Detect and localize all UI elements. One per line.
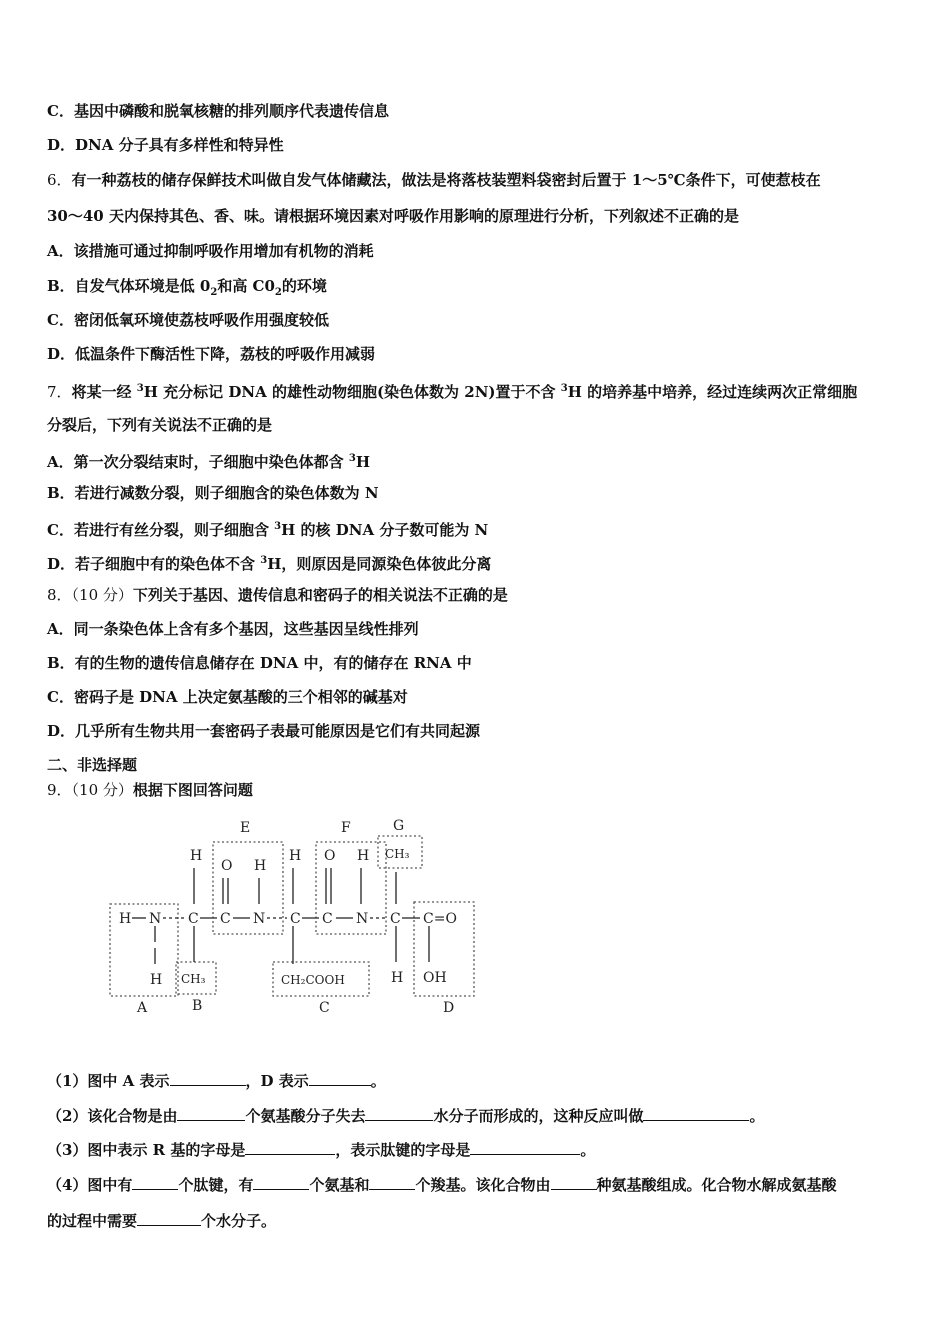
p1-c: 。 [370, 1072, 386, 1090]
q6b-sub2: 2 [274, 287, 282, 298]
q6-option-a: A．该措施可通过抑制呼吸作用增加有机物的消耗 [47, 242, 374, 260]
q7c-pre: C．若进行有丝分裂，则子细胞含 [47, 521, 275, 539]
atom-H-top1: H [190, 848, 203, 864]
q9-part4-line1 [47, 1175, 837, 1195]
blank-3[interactable] [177, 1106, 245, 1121]
q7-l1-pre: 将某一经 [71, 383, 137, 401]
p3-a: （3）图中表示 R 基的字母是 [47, 1141, 246, 1159]
q9-part2 [47, 1106, 765, 1126]
q6-stem-line1 [47, 170, 821, 190]
q6b-sub1: 2 [210, 287, 218, 298]
sup-3e: 3 [260, 555, 268, 566]
q5-option-d: D．DNA 分子具有多样性和特异性 [47, 136, 284, 154]
atom-H-top3: H [289, 848, 302, 864]
blank-12[interactable] [137, 1211, 201, 1226]
p4-e: 种氨基酸组成。化合物水解成氨基酸 [596, 1176, 837, 1194]
sup-3c: 3 [348, 453, 356, 464]
p4-b: 个肽键，有 [178, 1176, 254, 1194]
label-G: G [393, 818, 405, 834]
atom-CH2COOH: CH₂COOH [281, 973, 345, 987]
q6b-pre: B．自发气体环境是低 0 [47, 277, 211, 295]
blank-8[interactable] [132, 1175, 178, 1190]
q7-stem-line1 [47, 379, 857, 402]
sup-3b: 3 [560, 383, 568, 394]
q7-stem-line2: 分裂后，下列有关说法不正确的是 [47, 416, 273, 434]
p2-c: 水分子而形成的，这种反应叫做 [433, 1107, 644, 1125]
p4-l2b: 个水分子。 [201, 1212, 277, 1230]
blank-7[interactable] [470, 1140, 580, 1155]
q9-text: 根据下图回答问题 [132, 781, 253, 799]
q6-option-b [47, 276, 327, 303]
q7a-post: H [355, 453, 371, 471]
p3-c: 。 [580, 1141, 596, 1159]
blank-4[interactable] [365, 1106, 433, 1121]
label-E: E [240, 820, 251, 836]
q8-option-c: C．密码子是 DNA 上决定氨基酸的三个相邻的碱基对 [47, 688, 408, 706]
q9-number: 9．（10 分） [47, 781, 133, 799]
sup-3a: 3 [136, 383, 144, 394]
atom-O2: O [324, 848, 336, 864]
blank-6[interactable] [245, 1140, 335, 1155]
peptide-structure-diagram [40, 812, 540, 1034]
atom-OH: OH [423, 970, 447, 986]
blank-10[interactable] [369, 1175, 415, 1190]
q7-option-b: B．若进行减数分裂，则子细胞含的染色体数为 N [47, 484, 379, 502]
q8-option-b: B．有的生物的遗传信息储存在 DNA 中，有的储存在 RNA 中 [47, 654, 472, 672]
p4-c: 个氨基和 [309, 1176, 370, 1194]
label-A: A [137, 1000, 148, 1016]
q9-part3 [47, 1140, 595, 1160]
blank-9[interactable] [253, 1175, 309, 1190]
q7c-post: H 的核 DNA 分子数可能为 N [281, 521, 489, 539]
q6b-mid: 和高 C0 [217, 277, 275, 295]
q9-part1 [47, 1071, 386, 1091]
atom-H-top4: H [357, 848, 370, 864]
p1-a: （1）图中 A 表示 [47, 1072, 170, 1090]
label-F: F [341, 820, 351, 836]
q8-stem [47, 585, 508, 605]
q9-stem [47, 780, 253, 800]
atom-H-bottom1: H [150, 972, 163, 988]
q7d-pre: D．若子细胞中有的染色体不含 [47, 555, 261, 573]
label-D: D [443, 1000, 455, 1016]
q9-part4-line2 [47, 1211, 276, 1231]
atom-C2: C [220, 911, 231, 927]
atom-H-top2: H [254, 858, 267, 874]
q7-option-d [47, 551, 491, 574]
q6-stem-line2: 30～40 天内保持其色、香、味。请根据环境因素对呼吸作用影响的原理进行分析，下列叙述不正确的是 [47, 207, 739, 225]
atom-C4: C [322, 911, 333, 927]
atom-CH3-B: CH₃ [181, 972, 206, 986]
atom-CO: C=O [423, 911, 457, 927]
section-2-heading: 二、非选择题 [47, 756, 138, 774]
p2-a: （2）该化合物是由 [47, 1107, 178, 1125]
blank-11[interactable] [551, 1175, 597, 1190]
p1-b: ，D 表示 [245, 1072, 309, 1090]
q7-number: 7． [47, 383, 72, 401]
atom-C5: C [390, 911, 401, 927]
atom-O1: O [221, 858, 233, 874]
q8-number: 8．（10 分） [47, 586, 133, 604]
q7-l1-mid: H 充分标记 DNA 的雄性动物细胞(染色体数为 2N)置于不含 [143, 383, 561, 401]
q7-option-c [47, 517, 488, 540]
q6-number: 6． [47, 171, 72, 189]
p4-d: 个羧基。该化合物由 [415, 1176, 551, 1194]
q8-option-a: A．同一条染色体上含有多个基因，这些基因呈线性排列 [47, 620, 419, 638]
atom-N2: N [253, 911, 266, 927]
atom-H-bottom2: H [391, 970, 404, 986]
q6-stem-text1: 有一种荔枝的储存保鲜技术叫做自发气体储藏法，做法是将落枝装塑料袋密封后置于 1～5℃条件下，可使惹枝在 [71, 171, 821, 189]
blank-1[interactable] [170, 1071, 246, 1086]
atom-CH3-G: CH₃ [385, 847, 410, 861]
q8-text: 下列关于基因、遗传信息和密码子的相关说法不正确的是 [132, 586, 508, 604]
p4-l2a: 的过程中需要 [47, 1212, 138, 1230]
p4-a: （4）图中有 [47, 1176, 133, 1194]
q6-option-c: C．密闭低氧环境使荔枝呼吸作用强度较低 [47, 311, 329, 329]
atom-C1: C [188, 911, 199, 927]
blank-2[interactable] [309, 1071, 371, 1086]
p2-d: 。 [749, 1107, 765, 1125]
p2-b: 个氨基酸分子失去 [245, 1107, 366, 1125]
q7a-pre: A．第一次分裂结束时，子细胞中染色体都含 [47, 453, 349, 471]
atom-H1: H [119, 911, 132, 927]
atom-C3: C [290, 911, 301, 927]
atom-N1: N [149, 911, 162, 927]
q7-option-a [47, 449, 370, 472]
label-C: C [319, 1000, 330, 1016]
blank-5[interactable] [643, 1106, 749, 1121]
q6b-post: 的环境 [281, 277, 327, 295]
label-B: B [192, 998, 203, 1014]
atom-N3: N [356, 911, 369, 927]
q6-option-d: D．低温条件下酶活性下降，荔枝的呼吸作用减弱 [47, 345, 376, 363]
p3-b: ，表示肽键的字母是 [335, 1141, 471, 1159]
sup-3d: 3 [274, 521, 282, 532]
q7d-post: H，则原因是同源染色体彼此分离 [267, 555, 492, 573]
q5-option-c: C．基因中磷酸和脱氧核糖的排列顺序代表遗传信息 [47, 102, 389, 120]
q7-l1-post: H 的培养基中培养，经过连续两次正常细胞 [567, 383, 858, 401]
q8-option-d: D．几乎所有生物共用一套密码子表最可能原因是它们有共同起源 [47, 722, 481, 740]
